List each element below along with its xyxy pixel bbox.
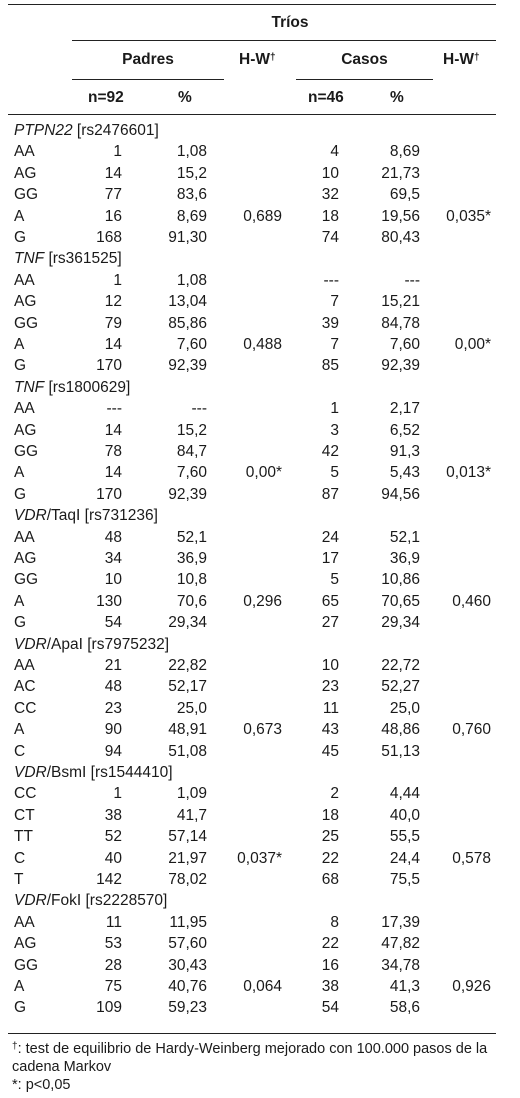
genotype-cell: G (14, 999, 27, 1017)
gene-name: PTPN22 (14, 122, 73, 139)
casos-n-cell: 7 (330, 293, 339, 311)
genotype-cell: AA (14, 528, 35, 546)
gene-name: TNF (14, 378, 45, 396)
casos-pct-cell: 29,34 (381, 614, 420, 632)
padres-n-cell: 78 (104, 443, 122, 460)
section-header (14, 636, 169, 654)
snp-label: /BsmI [rs1544410] (46, 764, 173, 781)
genotype-cell: CT (14, 806, 35, 824)
padres-pct-cell: 10,8 (176, 571, 207, 589)
padres-pct-cell: 7,60 (176, 336, 207, 353)
genotype-cell: GG (14, 443, 39, 460)
pct-padres-header: % (178, 89, 192, 106)
padres-n-cell: 14 (104, 164, 122, 182)
padres-n-cell: 130 (96, 592, 122, 610)
casos-pct-cell: 51,13 (381, 742, 420, 760)
section-header (14, 764, 173, 782)
casos-n-cell: 22 (321, 849, 339, 867)
snp-label: /FokI [rs2228570] (46, 892, 168, 910)
casos-n-cell: 18 (321, 806, 339, 824)
casos-pct-cell: 25,0 (389, 699, 420, 717)
top-rule (8, 4, 496, 5)
casos-pct-cell: 80,43 (381, 229, 420, 246)
padres-n-cell: 14 (104, 464, 122, 482)
casos-n-cell: 1 (330, 400, 339, 418)
padres-pct-cell: 8,69 (176, 207, 207, 225)
casos-n-cell: 24 (321, 528, 339, 546)
padres-n-cell: 48 (104, 678, 122, 696)
casos-n-cell: 3 (330, 421, 339, 439)
casos-n-cell: 16 (321, 956, 339, 974)
casos-n-cell: 7 (330, 336, 339, 353)
padres-pct-cell: --- (191, 400, 207, 418)
casos-n-cell: 39 (321, 314, 339, 332)
casos-pct-cell: 24,4 (389, 849, 420, 867)
padres-n-cell: 40 (104, 849, 122, 867)
casos-n-cell: 8 (330, 913, 339, 931)
padres-header: Padres (122, 51, 174, 68)
snp-label: [rs1800629] (44, 378, 131, 396)
padres-n-cell: 170 (96, 485, 122, 503)
hw-casos-cell: 0,760 (452, 721, 491, 739)
padres-n-cell: 168 (96, 229, 122, 246)
casos-n-cell: 10 (321, 164, 339, 182)
casos-n-cell: 45 (321, 742, 339, 760)
casos-n-cell: 4 (330, 143, 339, 161)
hw-padres-cell: 0,673 (243, 721, 282, 739)
genotype-cell: AA (14, 657, 35, 674)
padres-n-cell: 142 (96, 871, 122, 888)
casos-pct-cell: 4,44 (389, 785, 420, 803)
padres-n-cell: 90 (104, 721, 122, 739)
casos-pct-cell: 15,21 (381, 293, 420, 311)
padres-underline (72, 79, 224, 80)
casos-pct-cell: 2,17 (389, 400, 420, 418)
casos-pct-cell: 34,78 (381, 956, 420, 974)
snp-label: [rs361525] (44, 250, 122, 268)
genotype-cell: G (14, 229, 27, 246)
padres-n-cell: 109 (96, 999, 122, 1017)
padres-n-cell: 16 (104, 207, 122, 225)
section-header (14, 379, 130, 397)
padres-pct-cell: 92,39 (168, 357, 207, 375)
casos-pct-cell: 7,60 (389, 336, 420, 353)
casos-pct-cell: 10,86 (381, 571, 420, 589)
padres-pct-cell: 52,1 (176, 528, 207, 546)
casos-n-cell: 87 (321, 485, 339, 503)
genotype-cell: AG (14, 421, 37, 439)
genotype-cell: A (14, 336, 25, 353)
bottom-rule (8, 1033, 496, 1034)
padres-n-cell: 1 (113, 271, 122, 289)
genotype-cell: A (14, 464, 25, 482)
padres-n-cell: --- (106, 400, 122, 418)
genotype-cell: A (14, 978, 25, 995)
casos-pct-cell: 70,65 (381, 592, 420, 610)
hw-padres-cell: 0,488 (243, 336, 282, 353)
padres-n-cell: 1 (113, 143, 122, 161)
casos-pct-cell: 48,86 (381, 721, 420, 739)
casos-n-cell: 18 (321, 207, 339, 225)
padres-pct-cell: 15,2 (176, 421, 207, 439)
padres-n-cell: 170 (96, 357, 122, 375)
pct-casos-header: % (390, 89, 404, 106)
hw-padres-cell: 0,00* (245, 464, 282, 482)
section-header (14, 122, 159, 140)
hw-casos-cell: 0,926 (452, 978, 491, 995)
hw-padres-cell: 0,296 (243, 592, 282, 610)
padres-pct-cell: 25,0 (176, 699, 207, 717)
casos-pct-cell: 91,3 (389, 443, 420, 460)
padres-pct-cell: 57,14 (168, 828, 207, 846)
section-header (14, 250, 122, 268)
genotype-cell: A (14, 721, 25, 739)
casos-pct-cell: 22,72 (381, 657, 420, 674)
footnote-significance: *: p<0,05 (12, 1077, 71, 1093)
casos-pct-cell: 17,39 (381, 913, 420, 931)
padres-pct-cell: 7,60 (176, 464, 207, 482)
padres-pct-cell: 52,17 (168, 678, 207, 696)
genotype-cell: CC (14, 699, 37, 717)
genotype-cell: C (14, 742, 26, 760)
casos-n-cell: 2 (330, 785, 339, 803)
genotype-cell: AG (14, 164, 37, 182)
casos-n-cell: 17 (321, 550, 339, 567)
casos-header: Casos (341, 51, 388, 68)
genotype-cell: AA (14, 400, 35, 418)
hw-header-casos: H-W† (443, 51, 480, 68)
padres-pct-cell: 85,86 (168, 314, 207, 332)
casos-pct-cell: 52,1 (389, 528, 420, 546)
casos-n-cell: 54 (321, 999, 339, 1017)
casos-pct-cell: 52,27 (381, 678, 420, 696)
hw-casos-cell: 0,00* (454, 336, 491, 353)
genotype-cell: T (14, 871, 24, 888)
padres-pct-cell: 70,6 (176, 592, 207, 610)
casos-underline (296, 79, 433, 80)
genotype-cell: C (14, 849, 26, 867)
casos-n-cell: 85 (321, 357, 339, 375)
genotype-cell: G (14, 485, 27, 503)
casos-n-cell: 43 (321, 721, 339, 739)
snp-label: [rs2476601] (72, 122, 159, 139)
casos-pct-cell: 92,39 (381, 357, 420, 375)
header-bottom-rule (8, 114, 496, 115)
padres-n-cell: 28 (104, 956, 122, 974)
n-padres-header: n=92 (88, 89, 124, 106)
casos-pct-cell: 69,5 (389, 186, 420, 204)
padres-n-cell: 79 (104, 314, 122, 332)
padres-pct-cell: 51,08 (168, 742, 207, 760)
padres-pct-cell: 78,02 (168, 871, 207, 888)
genotype-cell: CC (14, 785, 37, 803)
casos-n-cell: 23 (321, 678, 339, 696)
padres-pct-cell: 91,30 (168, 229, 207, 246)
hw-header-padres: H-W† (239, 51, 276, 68)
section-header (14, 892, 167, 910)
casos-pct-cell: 19,56 (381, 207, 420, 225)
casos-n-cell: 5 (330, 571, 339, 589)
casos-pct-cell: 6,52 (389, 421, 420, 439)
genotype-cell: AC (14, 678, 36, 696)
casos-n-cell: 27 (321, 614, 339, 632)
genotype-cell: GG (14, 314, 39, 332)
padres-n-cell: 34 (104, 550, 122, 567)
trios-underline (72, 40, 496, 41)
genotype-cell: GG (14, 571, 39, 589)
padres-pct-cell: 13,04 (168, 293, 207, 311)
padres-pct-cell: 48,91 (168, 721, 207, 739)
padres-pct-cell: 59,23 (168, 999, 207, 1017)
padres-n-cell: 21 (104, 657, 122, 674)
genotype-cell: AG (14, 550, 37, 567)
padres-pct-cell: 41,7 (176, 806, 207, 824)
padres-pct-cell: 1,09 (176, 785, 207, 803)
genotype-cell: AG (14, 935, 37, 953)
casos-n-cell: --- (323, 271, 339, 289)
casos-n-cell: 22 (321, 935, 339, 953)
padres-pct-cell: 57,60 (168, 935, 207, 953)
padres-n-cell: 38 (104, 806, 122, 824)
casos-pct-cell: --- (404, 271, 420, 289)
casos-n-cell: 5 (330, 464, 339, 482)
casos-pct-cell: 5,43 (389, 464, 420, 482)
padres-pct-cell: 21,97 (168, 849, 207, 867)
padres-pct-cell: 92,39 (168, 485, 207, 503)
padres-n-cell: 53 (104, 935, 122, 953)
casos-n-cell: 65 (321, 592, 339, 610)
casos-n-cell: 38 (321, 978, 339, 995)
casos-pct-cell: 8,69 (389, 143, 420, 161)
casos-pct-cell: 21,73 (381, 164, 420, 182)
padres-n-cell: 1 (113, 785, 122, 803)
padres-pct-cell: 1,08 (176, 271, 207, 289)
padres-n-cell: 14 (104, 336, 122, 353)
genotype-cell: A (14, 207, 25, 225)
hw-casos-cell: 0,035* (446, 207, 491, 225)
hw-padres-cell: 0,689 (243, 207, 282, 225)
gene-name: TNF (14, 250, 45, 268)
padres-n-cell: 77 (104, 186, 122, 204)
padres-pct-cell: 29,34 (168, 614, 207, 632)
snp-label: /ApaI [rs7975232] (46, 635, 170, 653)
genotype-cell: AA (14, 143, 35, 161)
padres-pct-cell: 30,43 (168, 956, 207, 974)
padres-n-cell: 48 (104, 528, 122, 546)
padres-pct-cell: 22,82 (168, 657, 207, 674)
hw-casos-cell: 0,460 (452, 592, 491, 610)
casos-n-cell: 11 (322, 699, 339, 717)
casos-n-cell: 74 (321, 229, 339, 246)
genotype-cell: G (14, 357, 27, 375)
section-header (14, 507, 158, 525)
padres-pct-cell: 36,9 (176, 550, 207, 567)
footnote-dagger: †: test de equilibrio de Hardy-Weinberg mejorado con 100.000 pasos de la cadena Markov (12, 1041, 488, 1075)
genotype-cell: AA (14, 271, 35, 289)
casos-n-cell: 32 (321, 186, 339, 204)
genotype-cell: GG (14, 956, 39, 974)
hw-padres-cell: 0,064 (243, 978, 282, 995)
genotype-cell: AG (14, 293, 37, 311)
padres-n-cell: 94 (104, 742, 122, 760)
genotype-cell: AA (14, 913, 35, 931)
casos-pct-cell: 94,56 (381, 485, 420, 503)
n-casos-header: n=46 (308, 89, 344, 106)
padres-pct-cell: 11,95 (169, 913, 207, 931)
genotype-cell: A (14, 592, 25, 610)
padres-pct-cell: 40,76 (168, 978, 207, 995)
genotype-cell: G (14, 614, 27, 632)
casos-pct-cell: 41,3 (389, 978, 420, 995)
casos-n-cell: 42 (321, 443, 339, 460)
casos-pct-cell: 47,82 (381, 935, 420, 953)
hw-padres-cell: 0,037* (237, 849, 282, 867)
gene-name: VDR (14, 764, 47, 781)
casos-n-cell: 10 (321, 657, 339, 674)
casos-n-cell: 68 (321, 871, 339, 888)
casos-pct-cell: 58,6 (389, 999, 420, 1017)
casos-pct-cell: 36,9 (389, 550, 420, 567)
casos-pct-cell: 75,5 (389, 871, 420, 888)
genotype-cell: TT (14, 828, 33, 846)
padres-pct-cell: 15,2 (176, 164, 207, 182)
hw-casos-cell: 0,578 (452, 849, 491, 867)
gene-name: VDR (14, 507, 47, 525)
padres-n-cell: 10 (104, 571, 122, 589)
padres-n-cell: 54 (104, 614, 122, 632)
gene-name: VDR (14, 635, 47, 653)
padres-n-cell: 75 (104, 978, 122, 995)
padres-n-cell: 52 (104, 828, 122, 846)
casos-n-cell: 25 (321, 828, 339, 846)
genotype-cell: GG (14, 186, 39, 204)
padres-n-cell: 14 (104, 421, 122, 439)
trios-header: Tríos (271, 14, 309, 31)
padres-pct-cell: 83,6 (176, 186, 207, 204)
hw-casos-cell: 0,013* (446, 464, 491, 482)
gene-name: VDR (14, 892, 47, 910)
padres-n-cell: 12 (104, 293, 122, 311)
padres-pct-cell: 84,7 (176, 443, 207, 460)
snp-label: /TaqI [rs731236] (46, 507, 158, 525)
casos-pct-cell: 55,5 (389, 828, 420, 846)
padres-pct-cell: 1,08 (176, 143, 207, 161)
casos-pct-cell: 84,78 (381, 314, 420, 332)
padres-n-cell: 11 (105, 913, 122, 931)
padres-n-cell: 23 (104, 699, 122, 717)
casos-pct-cell: 40,0 (389, 806, 420, 824)
